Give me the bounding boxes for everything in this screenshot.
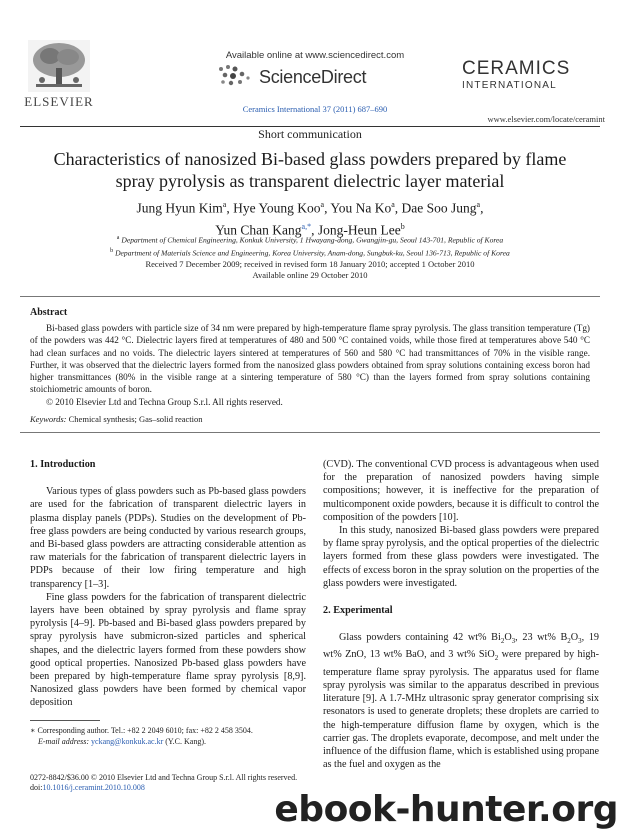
abstract-top-divider — [20, 296, 600, 297]
journal-url[interactable]: www.elsevier.com/locate/ceramint — [487, 114, 605, 124]
footnote-divider — [30, 720, 100, 721]
author-line-1: Jung Hyun Kim$^a$, Hye Young Koo$^a$, You Na Ko$^a$, Dae Soo Jung$^a$, — [136, 200, 484, 216]
doi-link[interactable]: 10.1016/j.ceramint.2010.10.008 — [42, 783, 145, 792]
article-type: Short communication — [258, 127, 362, 141]
elsevier-tree-icon — [28, 40, 90, 92]
author-name: Jung Hyun Kim — [136, 200, 223, 216]
section-heading-experimental: 2. Experimental — [323, 605, 393, 617]
author-affiliation-mark: b — [400, 221, 405, 231]
sciencedirect-wordmark: ScienceDirect — [259, 67, 367, 87]
right-column — [323, 458, 599, 771]
author-name: Hye Young Koo — [233, 200, 321, 216]
intro-paragraph-4: In this study, nanosized Bi-based glass powders were prepared by flame spray pyrolysis, and the optical properties of the dielectric layers formed from these glass powders were investigated. The effects of excess boron in the spray solution on the properties of the glass powders were investigated. — [323, 525, 599, 589]
affiliation-b: $^b$ Department of Materials Science and Engineering, Korea University, Anam-dong, Sungbuk-ku, Seoul 136-713, Republic of Korea — [110, 247, 510, 258]
journal-title-line2: INTERNATIONAL — [462, 80, 557, 91]
available-online-date: Available online 29 October 2010 — [252, 270, 368, 280]
intro-paragraph-1: Various types of glass powders such as Pb-based glass powders are used for the fabrication of transparent dielectric layers in plasma display panels (PDPs). Studies on the development of Pb-free glass powders are being conducted by various research groups, and Bi-based glass powders are attracting considerable attention as raw materials for the fabrication of transparent dielectric layers in PDPs because of their low firing temperature and high transparency [1–3]. — [30, 486, 306, 590]
elsevier-wordmark: ELSEVIER — [24, 94, 94, 109]
author-line-2: Yun Chan Kang$^{a,*}$, Jong-Heun Lee$^b$ — [215, 221, 405, 237]
sciencedirect-logo[interactable] — [215, 63, 425, 91]
author-name: Yun Chan Kang — [215, 222, 302, 237]
article-dates — [30, 259, 590, 281]
intro-paragraph-2: Fine glass powders for the fabrication of transparent dielectric layers have been obtained by spray pyrolysis and flame spray pyrolysis [4–9]. Pb-based and Bi-based glass powders prepared by spray pyrolysis have submicron-sized particles and spherical shapes, and the dielectric layers formed from these powders show good optical properties. Nanosized Pb-based glass powders have been prepared by high-temperature flame spray pyrolysis [8,9]. Nanosized glass powders have been formed by chemical vapor deposition — [30, 591, 306, 709]
email-line — [30, 736, 310, 747]
section-heading-introduction: 1. Introduction — [30, 459, 96, 470]
abstract-bottom-divider — [20, 432, 600, 433]
author-affiliation-mark: a — [391, 200, 395, 209]
keywords — [30, 414, 590, 424]
footnote — [30, 725, 310, 747]
left-column — [30, 458, 306, 710]
corresponding-author-note: ∗ Corresponding author. Tel.: +82 2 2049 6010; fax: +82 2 458 3504. — [30, 726, 253, 735]
elsevier-logo — [20, 40, 98, 110]
abstract-body: Bi-based glass powders with particle size of 34 nm were prepared by high-temperature flame spray pyrolysis. The glass transition temperature (Tg) of the powders was 442 °C. Dielectric layers fired at temperatures of 480 and 500 °C contained voids, while those fired at temperatures above 540 °C had clean surfaces and no voids. The dielectric layers sintered at temperatures of 560 and 580 °C had transmittances of 70% in the visible range. Further, it was observed that the dielectric layers formed from the nanosized glass powders obtained from spray solutions containing excess boron had higher transmittances (80% in the visible range at a sintering temperature of 580 °C) than the layers formed from spray solutions containing stoichiometric amounts of boron. — [30, 323, 590, 395]
received-dates: Received 7 December 2009; received in revised form 18 January 2010; accepted 1 October 2010 — [145, 259, 475, 269]
journal-title-line1: CERAMICS — [462, 58, 571, 79]
sciencedirect-dots-icon — [215, 63, 255, 89]
watermark: ebook-hunter.org — [274, 789, 618, 830]
author-affiliation-mark: a — [222, 200, 227, 209]
journal-reference-link[interactable]: Ceramics International 37 (2011) 687–690 — [242, 104, 388, 114]
issn-line: 0272-8842/$36.00 © 2010 Elsevier Ltd and Techna Group S.r.l. All rights reserved. — [30, 773, 298, 782]
author-name: You Na Ko — [330, 200, 392, 216]
email-label: E-mail address: — [38, 737, 90, 746]
available-online-text: Available online at www.sciencedirect.com — [225, 50, 405, 61]
keywords-label: Keywords: — [30, 414, 67, 424]
affiliations — [30, 233, 590, 258]
abstract-copyright: © 2010 Elsevier Ltd and Techna Group S.r.l. All rights reserved. — [46, 397, 283, 407]
author-name: Jong-Heun Lee — [317, 222, 401, 237]
doi-label: doi: — [30, 783, 43, 792]
author-name: Dae Soo Jung — [401, 200, 477, 216]
keywords-list: Chemical synthesis; Gas–solid reaction — [68, 414, 203, 424]
affiliation-a: $^a$ Department of Chemical Engineering, Konkuk University, 1 Hwayang-dong, Gwangjin-gu, Seoul 143-701, Republic of Korea — [116, 235, 504, 245]
email-suffix: (Y.C. Kang). — [165, 737, 207, 746]
author-affiliation-mark[interactable]: a,* — [301, 221, 312, 231]
intro-paragraph-3: (CVD). The conventional CVD process is advantageous when used for the preparation of nanosized powders having simple compositions; however, it is ineffective for the preparation of multicomponent oxide powders, because it is difficult to control the composition of the powders [10]. — [323, 459, 599, 523]
author-affiliation-mark: a — [476, 200, 481, 209]
article-title: Characteristics of nanosized Bi-based glass powders prepared by flame spray pyrolysis as transparent dielectric layer material — [53, 149, 567, 191]
email-link[interactable]: yckang@konkuk.ac.kr — [91, 737, 164, 746]
abstract-heading: Abstract — [30, 307, 68, 318]
experimental-paragraph-1: Glass powders containing 42 wt% $Bi_2O_3$, 23 wt% $B_2O_3$, 19 wt% ZnO, 13 wt% BaO, and 3 wt% SiO$_2$ were prepared by high-temperature flame spray pyrolysis. The apparatus used for flame spray pyrolysis was similar to the apparatus described in previous literature [9]. A 1.7-MHz ultrasonic spray generator comprising six resonators is used to generate droplets; these droplets are carried to the high-temperature diffusion flame by oxygen, which is the carrier gas. The droplets evaporate, decompose, and melt under the influence of the diffusion flame, which is established using propane as the fuel and oxygen as the — [323, 632, 600, 771]
author-affiliation-mark: a — [320, 200, 325, 209]
